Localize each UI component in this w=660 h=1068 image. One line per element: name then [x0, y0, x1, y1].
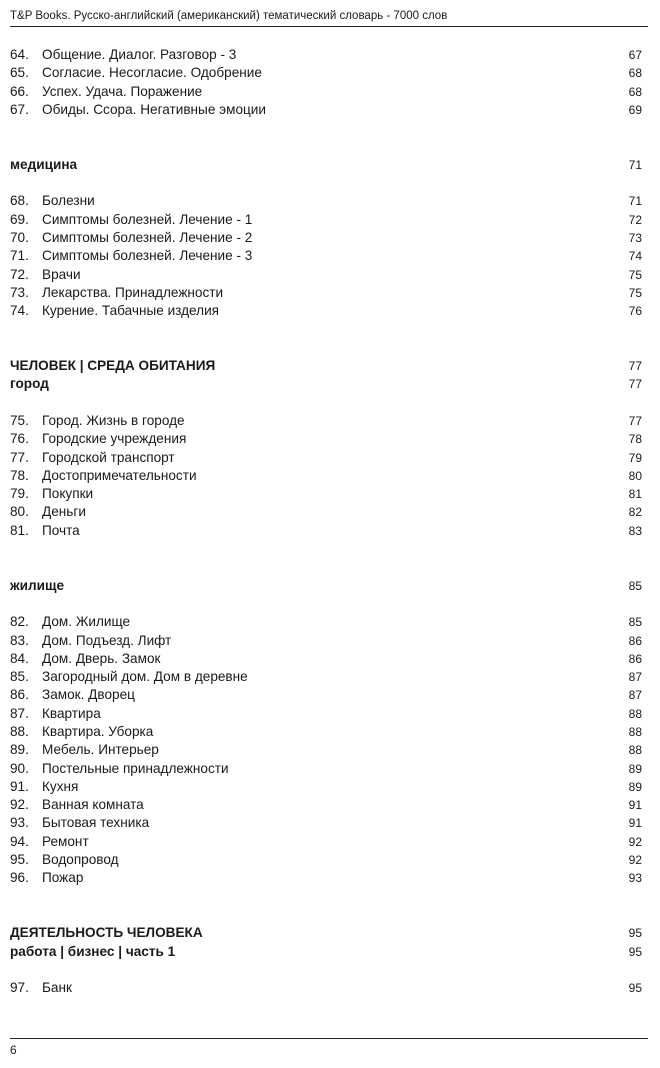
toc-page-number: 75: [628, 285, 642, 300]
toc-entry-number: 84.: [10, 650, 29, 666]
toc-entry-number: 70.: [10, 229, 29, 245]
section-spacer: [10, 540, 642, 577]
toc-entry-title: Деньги: [42, 504, 86, 520]
blank-line: [10, 174, 642, 192]
toc-page-number: 88: [628, 743, 642, 758]
toc-entry-title: Успех. Удача. Поражение: [42, 83, 203, 99]
toc-entry-title: Замок. Дворец: [42, 687, 135, 703]
toc-page-number: 89: [628, 761, 642, 776]
toc-entry-number: 77.: [10, 449, 29, 465]
toc-entry[interactable]: [10, 284, 642, 302]
toc-entry[interactable]: [10, 467, 642, 485]
toc-entry-number: 78.: [10, 467, 29, 483]
toc-entry-title: Водопровод: [42, 852, 119, 868]
toc-entry[interactable]: [10, 412, 642, 430]
toc-entry[interactable]: [10, 833, 642, 851]
toc-page-number: 76: [628, 304, 642, 319]
toc-entry-number: 66.: [10, 83, 29, 99]
toc-entry-title: Пожар: [42, 870, 84, 886]
toc-page-number: 91: [628, 798, 642, 813]
toc-entry-title: Квартира. Уборка: [42, 723, 154, 739]
toc-section-heading[interactable]: [10, 577, 642, 595]
toc-heading-title: медицина: [10, 156, 78, 172]
toc-page-number: 71: [628, 157, 642, 172]
running-header: T&P Books. Русско-английский (американский) тематический словарь - 7000 слов: [10, 8, 648, 27]
toc-entry-number: 91.: [10, 778, 29, 794]
section-spacer: [10, 320, 642, 357]
toc-entry[interactable]: [10, 741, 642, 759]
toc-entry-number: 87.: [10, 705, 29, 721]
toc-entry-number: 69.: [10, 211, 29, 227]
toc-heading-title: ЧЕЛОВЕК | СРЕДА ОБИТАНИЯ: [10, 358, 216, 374]
toc-page-number: 95: [628, 944, 642, 959]
toc-entry-number: 74.: [10, 303, 29, 319]
blank-line: [10, 394, 642, 412]
toc-entry[interactable]: [10, 760, 642, 778]
toc-entry[interactable]: [10, 430, 642, 448]
toc-entry-number: 67.: [10, 101, 29, 117]
toc-entry-number: 79.: [10, 486, 29, 502]
toc-entry[interactable]: [10, 723, 642, 741]
toc-entry-title: Общение. Диалог. Разговор - 3: [42, 47, 237, 62]
section-spacer: [10, 888, 642, 925]
toc-page-number: 68: [628, 66, 642, 81]
toc-page-number: 77: [628, 359, 642, 374]
toc-entry-title: Врачи: [42, 266, 81, 282]
toc-heading-title: жилище: [10, 577, 65, 593]
toc-entry-title: Лекарства. Принадлежности: [42, 284, 224, 300]
toc-entry-title: Банк: [42, 980, 72, 996]
toc-entry-title: Квартира: [42, 705, 101, 721]
toc-entry-number: 90.: [10, 760, 29, 776]
toc-page-number: 88: [628, 706, 642, 721]
toc-entry[interactable]: [10, 211, 642, 229]
toc-page-number: 87: [628, 688, 642, 703]
toc-entry-number: 94.: [10, 833, 29, 849]
toc-entry[interactable]: [10, 814, 642, 832]
toc-page-number: 74: [628, 249, 642, 264]
toc-entry[interactable]: [10, 778, 642, 796]
toc-entry[interactable]: [10, 869, 642, 887]
toc-page-number: 78: [628, 432, 642, 447]
toc-entry[interactable]: [10, 705, 642, 723]
toc-page-number: 77: [628, 377, 642, 392]
toc-entry-title: Дом. Жилище: [42, 614, 131, 630]
toc-entry-title: Загородный дом. Дом в деревне: [42, 669, 248, 685]
toc-entry[interactable]: [10, 192, 642, 210]
toc-entry[interactable]: [10, 851, 642, 869]
toc-page-number: 79: [628, 450, 642, 465]
toc-entry-title: Дом. Подъезд. Лифт: [42, 632, 172, 648]
toc-entry-title: Мебель. Интерьер: [42, 742, 159, 758]
toc-entry-number: 72.: [10, 266, 29, 282]
toc-page-number: 81: [628, 487, 642, 502]
toc-page-number: 86: [628, 633, 642, 648]
toc-entry-number: 76.: [10, 431, 29, 447]
toc-entry-title: Кухня: [42, 778, 79, 794]
toc-entry[interactable]: [10, 266, 642, 284]
toc-section-heading[interactable]: [10, 924, 642, 942]
toc-entry-title: Бытовая техника: [42, 815, 150, 831]
toc-page-number: 69: [628, 102, 642, 117]
toc-entry-number: 89.: [10, 742, 29, 758]
toc-entry[interactable]: [10, 668, 642, 686]
toc-page-number: 87: [628, 670, 642, 685]
toc-entry-title: Достопримечательности: [42, 467, 197, 483]
toc-page-number: 72: [628, 212, 642, 227]
toc-page-number: 92: [628, 834, 642, 849]
toc-entry[interactable]: [10, 46, 642, 64]
toc-section-heading[interactable]: [10, 156, 642, 174]
toc-entry[interactable]: [10, 64, 642, 82]
toc-page-number: 77: [628, 413, 642, 428]
toc-heading-title: ДЕЯТЕЛЬНОСТЬ ЧЕЛОВЕКА: [10, 925, 203, 941]
toc-entry-title: Курение. Табачные изделия: [42, 303, 220, 319]
table-of-contents: [10, 46, 642, 997]
toc-page-number: 93: [628, 871, 642, 886]
toc-entry-number: 80.: [10, 504, 29, 520]
toc-page-number: 92: [628, 853, 642, 868]
toc-entry-number: 82.: [10, 614, 29, 630]
toc-entry-number: 65.: [10, 65, 29, 81]
toc-entry-number: 83.: [10, 632, 29, 648]
toc-entry[interactable]: [10, 449, 642, 467]
toc-entry[interactable]: [10, 686, 642, 704]
toc-page-number: 83: [628, 523, 642, 538]
toc-entry-number: 85.: [10, 669, 29, 685]
toc-entry-title: Болезни: [42, 193, 95, 209]
toc-entry-number: 93.: [10, 815, 29, 831]
toc-entry[interactable]: [10, 979, 642, 997]
toc-page-number: 80: [628, 468, 642, 483]
toc-entry-number: 97.: [10, 980, 29, 996]
toc-entry[interactable]: [10, 650, 642, 668]
page-number: 6: [10, 1043, 17, 1057]
toc-page-number: 73: [628, 230, 642, 245]
toc-entry-number: 96.: [10, 870, 29, 886]
toc-page-number: 82: [628, 505, 642, 520]
toc-page-number: 71: [628, 194, 642, 209]
toc-page-number: 67: [628, 48, 642, 62]
toc-entry-number: 81.: [10, 522, 29, 538]
toc-entry[interactable]: [10, 796, 642, 814]
toc-entry-number: 71.: [10, 248, 29, 264]
toc-entry-title: Постельные принадлежности: [42, 760, 229, 776]
toc-page-number: 86: [628, 651, 642, 666]
toc-entry-number: 73.: [10, 284, 29, 300]
toc-entry[interactable]: [10, 302, 642, 320]
toc-entry-number: 92.: [10, 797, 29, 813]
toc-entry-number: 95.: [10, 852, 29, 868]
toc-page-number: 89: [628, 779, 642, 794]
toc-entry-number: 88.: [10, 723, 29, 739]
toc-section-heading[interactable]: [10, 357, 642, 375]
toc-entry[interactable]: [10, 522, 642, 540]
toc-entry-title: Согласие. Несогласие. Одобрение: [42, 65, 262, 81]
toc-entry-title: Симптомы болезней. Лечение - 1: [42, 211, 253, 227]
toc-entry[interactable]: [10, 101, 642, 119]
toc-page-number: 95: [628, 981, 642, 996]
section-spacer: [10, 119, 642, 156]
toc-page-number: 91: [628, 816, 642, 831]
toc-entry-title: Симптомы болезней. Лечение - 2: [42, 229, 253, 245]
toc-entry[interactable]: [10, 247, 642, 265]
toc-entry-number: 75.: [10, 412, 29, 428]
toc-entry[interactable]: [10, 503, 642, 521]
toc-heading-title: работа | бизнес | часть 1: [10, 943, 176, 959]
blank-line: [10, 595, 642, 613]
toc-entry-title: Почта: [42, 522, 80, 538]
toc-page-number: 85: [628, 578, 642, 593]
toc-page-number: 85: [628, 615, 642, 630]
toc-entry-title: Городские учреждения: [42, 431, 187, 447]
toc-entry[interactable]: [10, 485, 642, 503]
toc-entry-title: Дом. Дверь. Замок: [42, 650, 161, 666]
toc-entry-number: 86.: [10, 687, 29, 703]
toc-entry-number: 64.: [10, 47, 29, 62]
toc-section-heading[interactable]: [10, 943, 642, 961]
toc-page-number: 95: [628, 926, 642, 941]
toc-entry-number: 68.: [10, 193, 29, 209]
toc-page-number: 75: [628, 267, 642, 282]
toc-heading-title: город: [10, 376, 49, 392]
toc-section-heading[interactable]: [10, 375, 642, 393]
page-footer: [10, 1038, 648, 1058]
blank-line: [10, 961, 642, 979]
toc-entry-title: Симптомы болезней. Лечение - 3: [42, 248, 253, 264]
toc-entry-title: Ремонт: [42, 833, 89, 849]
toc-page-number: 68: [628, 84, 642, 99]
toc-entry-title: Покупки: [42, 486, 94, 502]
toc-entry-title: Городской транспорт: [42, 449, 175, 465]
toc-entry-title: Ванная комната: [42, 797, 144, 813]
toc-entry[interactable]: [10, 229, 642, 247]
toc-entry[interactable]: [10, 613, 642, 631]
toc-entry-title: Обиды. Ссора. Негативные эмоции: [42, 101, 266, 117]
toc-page-number: 88: [628, 724, 642, 739]
toc-entry-title: Город. Жизнь в городе: [42, 412, 185, 428]
toc-entry[interactable]: [10, 632, 642, 650]
toc-entry[interactable]: [10, 83, 642, 101]
